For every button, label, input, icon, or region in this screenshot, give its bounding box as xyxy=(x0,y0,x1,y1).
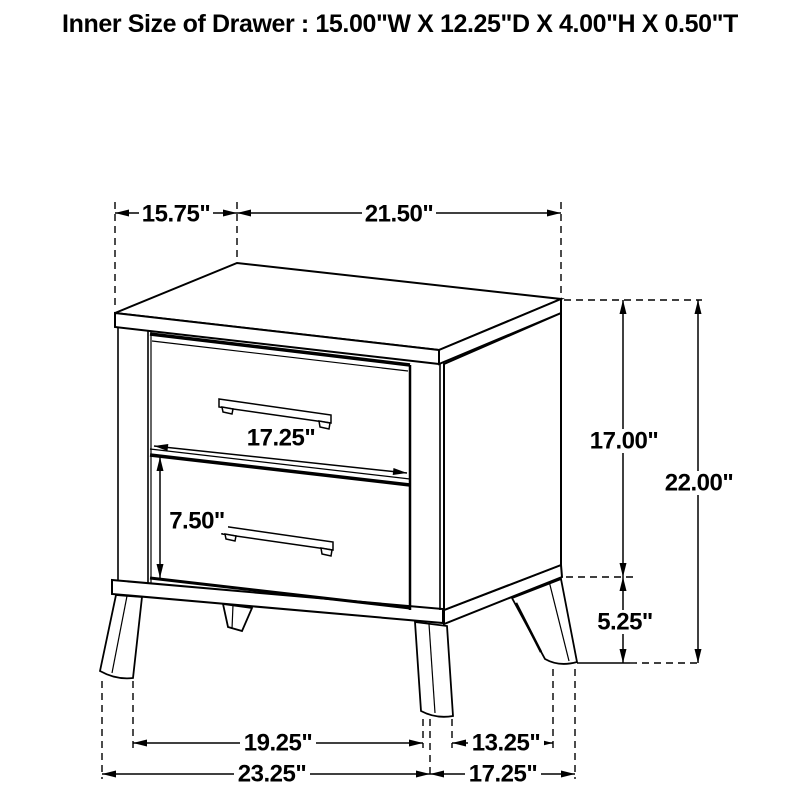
dim-label-leg-height: 5.25" xyxy=(597,608,653,636)
leg-front-left xyxy=(100,595,142,678)
dimension-front-feet-span xyxy=(133,730,423,757)
base-rail-front xyxy=(112,580,443,623)
dim-label-top-width: 21.50" xyxy=(364,200,434,228)
dimension-overall-width xyxy=(102,761,430,788)
dim-label-overall-height: 22.00" xyxy=(664,469,734,497)
dimension-overall-depth xyxy=(430,761,575,788)
nightstand-drawing xyxy=(100,263,577,717)
dim-label-overall-depth: 17.25" xyxy=(468,760,538,788)
drawer-handle-bottom xyxy=(222,526,333,556)
page-title: Inner Size of Drawer : 15.00"W X 12.25"D X 4.00"H X 0.50"T xyxy=(62,10,738,38)
drawer-fronts xyxy=(150,334,410,610)
dim-label-drawer-front-height: 7.50" xyxy=(169,507,225,535)
dimension-drawer-front-height xyxy=(157,457,229,578)
side-panel-right xyxy=(444,313,561,610)
dimension-top-width xyxy=(237,201,561,228)
dimension-top-depth xyxy=(115,201,237,228)
leg-back-left xyxy=(223,604,252,631)
dimension-cabinet-height xyxy=(586,300,662,577)
dim-label-top-depth: 15.75" xyxy=(141,200,211,228)
dimension-side-feet-span xyxy=(452,730,553,757)
leg-front-right xyxy=(415,622,453,717)
dim-label-front-feet-span: 19.25" xyxy=(243,729,313,757)
dim-label-cabinet-height: 17.00" xyxy=(589,427,659,455)
dim-label-side-feet-span: 13.25" xyxy=(471,729,541,757)
dim-label-drawer-width: 17.25" xyxy=(246,424,316,452)
dimension-overall-height xyxy=(661,300,738,663)
dimension-leg-height xyxy=(593,577,657,663)
dim-label-overall-width: 23.25" xyxy=(237,760,307,788)
dimension-drawer-width xyxy=(154,425,407,476)
